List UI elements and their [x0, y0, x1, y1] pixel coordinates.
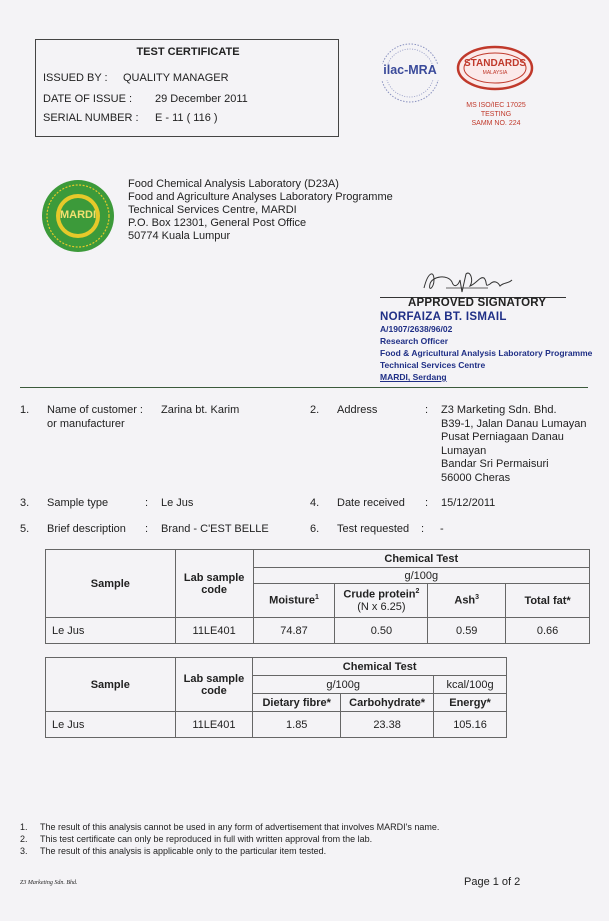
test-requested-value: - — [440, 523, 444, 535]
lab-line-4: P.O. Box 12301, General Post Office — [128, 217, 307, 229]
table1-moisture: 74.87 — [253, 618, 335, 644]
table1-unit-header: g/100g — [253, 568, 589, 584]
table1-total-fat-header: Total fat* — [506, 584, 590, 618]
certificate-title: TEST CERTIFICATE — [136, 46, 240, 58]
lab-line-3: Technical Services Centre, MARDI — [128, 204, 297, 216]
table1-sample: Le Jus — [46, 618, 176, 644]
issued-by-value: QUALITY MANAGER — [123, 72, 229, 84]
brief-description-colon: : — [145, 523, 149, 535]
address-label: Address — [337, 404, 378, 416]
chemical-test-table-1 — [45, 549, 590, 644]
address-line-6: 56000 Cheras — [441, 471, 511, 484]
item-1-number: 1. — [20, 404, 30, 416]
table2-dietary-fibre: 1.85 — [253, 712, 341, 738]
date-received-label: Date received — [337, 497, 405, 509]
table1-sample-header: Sample — [46, 550, 176, 618]
signatory-stamp — [380, 311, 592, 383]
footnote-2: 2. This test certificate can only be reproduced in full with written approval from the lab. — [20, 834, 373, 844]
table2-chemical-test-header: Chemical Test — [253, 658, 507, 676]
standards-text: STANDARDS — [463, 58, 527, 69]
table2-sample-header: Sample — [46, 658, 176, 712]
table-row — [46, 618, 590, 644]
table1-code: 11LE401 — [175, 618, 253, 644]
accreditation-line-2: TESTING — [480, 111, 512, 118]
customer-label: Name of customer : — [47, 404, 143, 416]
item-6-number: 6. — [310, 523, 320, 535]
table2-code: 11LE401 — [175, 712, 253, 738]
customer-value: Zarina bt. Karim — [161, 404, 240, 416]
ilac-mra-text: ilac-MRA — [383, 63, 437, 77]
stamp-line-5: MARDI, Serdang — [380, 372, 447, 382]
footer-company: Z3 Marketing Sdn. Bhd. — [20, 880, 78, 886]
table2-sample: Le Jus — [46, 712, 176, 738]
issued-by-row — [43, 72, 229, 84]
customer-label-2: or manufacturer — [47, 418, 125, 430]
sample-type-label: Sample type — [47, 497, 109, 509]
address-line-5: Bandar Sri Permaisuri — [441, 458, 549, 470]
item-4-number: 4. — [310, 497, 320, 509]
brief-description-label: Brief description — [47, 523, 126, 535]
table2-carbohydrate-header: Carbohydrate* — [341, 694, 434, 712]
chemical-test-table-2 — [45, 657, 507, 738]
lab-address — [128, 178, 393, 243]
table1-chemical-test-header: Chemical Test — [253, 550, 589, 568]
ilac-mra-logo — [378, 42, 442, 104]
stamp-line-3: Food & Agricultural Analysis Laboratory Programme — [380, 348, 593, 358]
table1-moisture-header: Moisture$^1$ — [253, 584, 335, 618]
stamp-line-4: Technical Services Centre — [380, 360, 486, 370]
test-requested-colon: : — [421, 523, 425, 535]
lab-line-2: Food and Agriculture Analyses Laboratory Programme — [128, 191, 393, 203]
signature — [418, 266, 524, 296]
lab-line-5: 50774 Kuala Lumpur — [128, 230, 231, 242]
table1-crude-protein: 0.50 — [335, 618, 428, 644]
table1-ash: 0.59 — [428, 618, 506, 644]
footnote-3: 3. The result of this analysis is applicable only to the particular item tested. — [20, 846, 327, 856]
sample-type-colon: : — [145, 497, 149, 509]
item-3-number: 3. — [20, 497, 30, 509]
footnote-1: 1. The result of this analysis cannot be used in any form of advertisement that involves MARDI's name. — [20, 822, 440, 832]
table1-ash-header: Ash$^3$ — [428, 584, 506, 618]
table2-carbohydrate: 23.38 — [341, 712, 434, 738]
sample-type-value: Le Jus — [161, 497, 194, 509]
date-received-colon: : — [425, 497, 429, 509]
address-line-3: Pusat Perniagaan Danau — [441, 431, 564, 443]
lab-line-1: Food Chemical Analysis Laboratory (D23A) — [128, 178, 339, 190]
address-line-2: B39-1, Jalan Danau Lumayan — [441, 417, 587, 430]
standards-sub-text: MALAYSIA — [482, 70, 508, 76]
table2-unit-header-1: g/100g — [253, 676, 434, 694]
date-of-issue-value: 29 December 2011 — [155, 93, 248, 105]
address-line-4: Lumayan — [441, 444, 487, 457]
table1-total-fat: 0.66 — [506, 618, 590, 644]
mardi-logo-text: MARDI — [59, 209, 97, 221]
serial-number-row — [43, 112, 218, 124]
table2-unit-header-2: kcal/100g — [434, 676, 507, 694]
date-of-issue-row — [43, 93, 248, 105]
stamp-line-2: Research Officer — [380, 336, 449, 346]
address-value — [441, 404, 587, 485]
brief-description-value: Brand - C'EST BELLE — [161, 523, 269, 535]
date-received-value: 15/12/2011 — [441, 497, 496, 509]
standards-malaysia-logo — [456, 45, 534, 91]
issued-by-label: ISSUED BY : — [43, 72, 108, 84]
table1-crude-protein-header: Crude protein$^2$ (N x 6.25) — [335, 584, 428, 618]
address-line-1: Z3 Marketing Sdn. Bhd. — [441, 404, 557, 416]
mardi-logo — [40, 178, 116, 254]
signatory-name: NORFAIZA BT. ISMAIL — [380, 311, 507, 323]
item-5-number: 5. — [20, 523, 30, 535]
table2-energy-header: Energy* — [434, 694, 507, 712]
serial-number-label: SERIAL NUMBER : — [43, 112, 139, 124]
serial-number-value: E - 11 ( 116 ) — [155, 112, 218, 124]
table2-code-header: Lab sample code — [175, 658, 253, 712]
table2-energy: 105.16 — [434, 712, 507, 738]
test-requested-label: Test requested — [337, 523, 410, 535]
address-colon: : — [425, 404, 429, 416]
stamp-line-1: A/1907/2638/96/02 — [380, 324, 453, 334]
accreditation-line-1: MS ISO/IEC 17025 — [466, 102, 526, 109]
table2-dietary-fibre-header: Dietary fibre* — [253, 694, 341, 712]
date-of-issue-label: DATE OF ISSUE : — [43, 93, 133, 105]
accreditation-line-3: SAMM NO. 224 — [471, 120, 521, 127]
divider-line — [20, 387, 588, 388]
item-2-number: 2. — [310, 404, 320, 416]
page-number: Page 1 of 2 — [464, 876, 521, 888]
certificate-box — [35, 39, 339, 137]
approved-signatory-label: APPROVED SIGNATORY — [408, 297, 547, 309]
table1-code-header: Lab sample code — [175, 550, 253, 618]
accreditation-text — [450, 101, 542, 128]
table-row — [46, 712, 507, 738]
